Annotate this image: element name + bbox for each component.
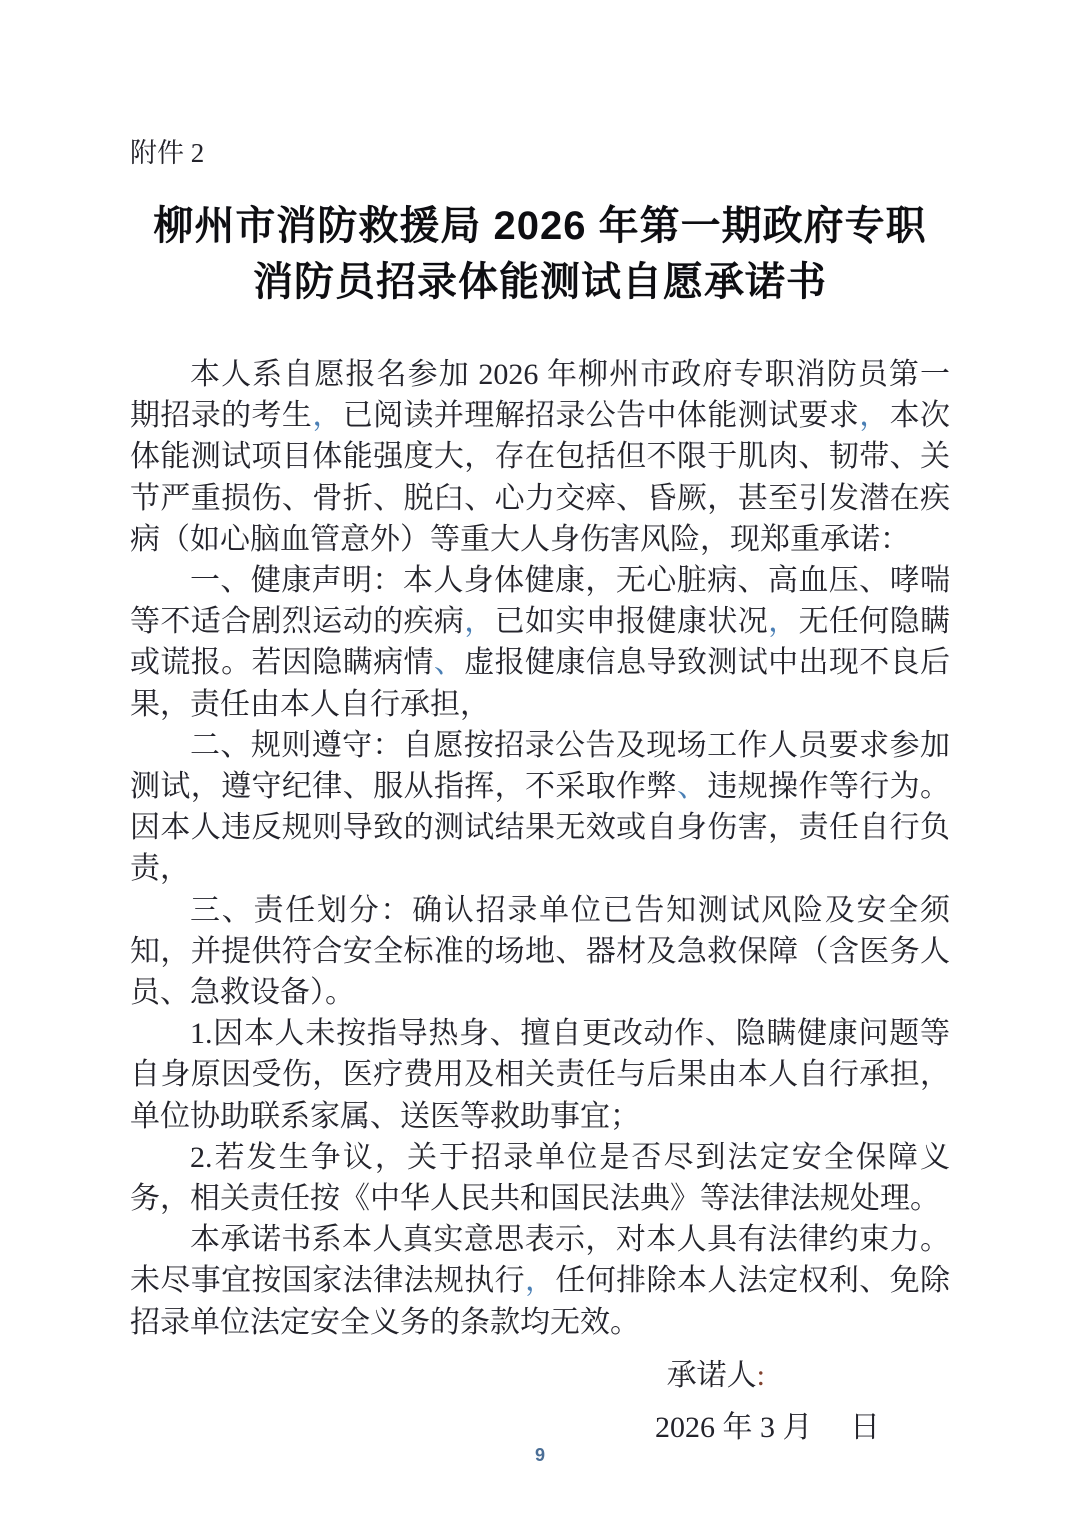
paragraph-text: 已阅读并理解招录公告中体能测试要求 [342, 399, 860, 433]
paragraph-text: 一、健康声明：本人身体健康，无心脏病、高血压、哮喘等不适合剧烈运动的疾病 [130, 564, 950, 639]
date-line: 2026 年 3 月 日 [655, 1410, 880, 1444]
paragraph-text: 已如实申报健康状况 [494, 605, 769, 639]
paragraph-text: 本人系自愿报名参加 2026 年柳州市政府专职消防员第一期招录的考生 [130, 358, 950, 433]
paragraph [130, 1137, 950, 1219]
paragraph-text: 三、责任划分：确认招录单位已告知测试风险及安全须知，并提供符合安全标准的场地、器材及急救保障（含医务人员、急救设备）。 [130, 893, 950, 1010]
paragraph [130, 725, 950, 890]
paragraph-text: 2.若发生争议，关于招录单位是否尽到法定安全保障义务，相关责任按《中华人民共和国民法典》等法律法规处理。 [130, 1140, 950, 1216]
title-line-1: 柳州市消防救援局 2026 年第一期政府专职 [153, 204, 927, 248]
blue-punctuation: 、 [433, 646, 465, 680]
title-line-2: 消防员招录体能测试自愿承诺书 [253, 260, 827, 304]
paragraph-text: 违规操作等行为。因本人违反规则导致的测试结果无效或自身伤害，责任自行负责， [130, 770, 951, 886]
attachment-label: 附件 2 [130, 138, 205, 168]
blue-punctuation: ， [464, 605, 495, 639]
document-body [130, 354, 950, 1343]
paragraph [130, 1219, 950, 1343]
blue-punctuation: ， [312, 399, 343, 433]
paragraph-text: 任何排除本人法定权利、免除招录单位法定安全义务的条款均无效。 [130, 1264, 951, 1339]
signer-label: 承诺人 [666, 1358, 757, 1392]
signature-line [0, 1355, 765, 1396]
blue-punctuation: ， [768, 605, 799, 639]
document-title [60, 198, 1020, 310]
paragraph-text: 本承诺书系本人真实意思表示，对本人具有法律约束力。未尽事宜按国家法律法规执行 [130, 1223, 950, 1298]
paragraph [130, 1013, 950, 1137]
paragraph-text: 1.因本人未按指导热身、擅自更改动作、隐瞒健康问题等自身原因受伤，医疗费用及相关责任与后果由本人自行承担，单位协助联系家属、送医等救助事宜； [130, 1017, 950, 1133]
paragraph [130, 354, 950, 560]
paragraph-text: 本次体能测试项目体能强度大，存在包括但不限于肌肉、韧带、关节严重损伤、骨折、脱臼、心力交瘁、昏厥，甚至引发潜在疾病（如心脑血管意外）等重大人身伤害风险，现郑重承诺： [130, 399, 951, 556]
paragraph-text: 无任何隐瞒或谎报。若因隐瞒病情 [130, 605, 951, 680]
signer-colon: : [756, 1358, 765, 1392]
blue-punctuation: 、 [676, 770, 708, 804]
paragraph-text: 虚报健康信息导致测试中出现不良后果，责任由本人自行承担， [130, 646, 951, 721]
page-number: 9 [534, 1445, 545, 1465]
blue-punctuation: ， [859, 399, 890, 433]
blue-punctuation: ， [525, 1264, 556, 1298]
paragraph [130, 560, 950, 725]
paragraph [130, 890, 950, 1014]
paragraph-text: 二、规则遵守：自愿按招录公告及现场工作人员要求参加测试，遵守纪律、服从指挥，不采取作弊 [130, 728, 950, 804]
